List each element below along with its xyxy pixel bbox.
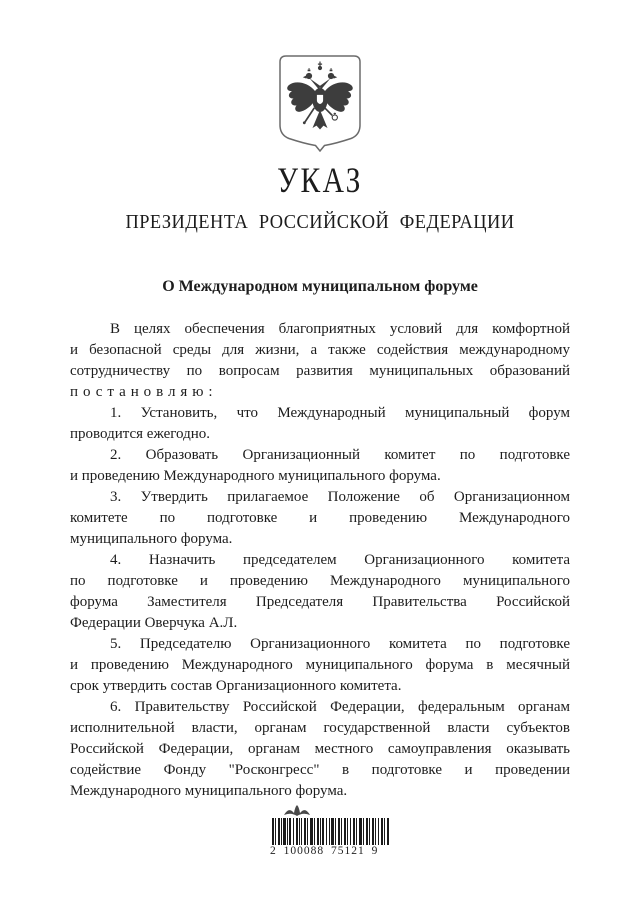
decree-paragraph-item-5 bbox=[70, 634, 570, 697]
decree-paragraph-item-3 bbox=[70, 487, 570, 550]
decree-subject: О Международном муниципальном форуме bbox=[162, 278, 478, 295]
decree-line: исполнительной власти, органам государственной власти субъектов bbox=[70, 720, 570, 736]
decree-title: УКАЗ bbox=[277, 160, 363, 200]
decree-line: Российской Федерации, органам местного самоуправления оказывать bbox=[70, 741, 570, 757]
decree-body bbox=[70, 319, 570, 802]
decree-line: срок утвердить состав Организационного комитета. bbox=[70, 678, 402, 694]
decree-line: 4. Назначить председателем Организационного комитета bbox=[110, 552, 570, 568]
decree-paragraph-preamble bbox=[70, 319, 570, 403]
decree-line: комитете по подготовке и проведению Международного bbox=[70, 510, 570, 526]
decree-line: и безопасной среды для жизни, а также содействия международному bbox=[70, 342, 570, 358]
decree-line: и проведению Международного муниципального форума. bbox=[70, 468, 441, 484]
eagle-mark-icon bbox=[283, 804, 311, 817]
decree-line: Федерации Оверчука А.Л. bbox=[70, 615, 238, 631]
decree-line: 6. Правительству Российской Федерации, федеральным органам bbox=[110, 699, 570, 715]
decree-line: форума Заместителя Председателя Правительства Российской bbox=[70, 594, 570, 610]
decree-paragraph-item-2 bbox=[70, 445, 570, 487]
decree-line: 3. Утвердить прилагаемое Положение об Организационном bbox=[110, 489, 570, 505]
barcode-digits: 2 100088 75121 9 bbox=[270, 845, 379, 857]
decree-line: 1. Установить, что Международный муниципальный форум bbox=[110, 405, 570, 421]
decree-line: муниципального форума. bbox=[70, 531, 233, 547]
decree-line: содействие Фонду "Росконгресс" в подготовке и проведении bbox=[70, 762, 570, 778]
russian-coat-of-arms-icon bbox=[279, 55, 361, 152]
decree-paragraph-item-1 bbox=[70, 403, 570, 445]
decree-paragraph-item-4 bbox=[70, 550, 570, 634]
decree-line: 5. Председателю Организационного комитета по подготовке bbox=[110, 636, 570, 652]
decree-line: и проведению Международного муниципального форума в месячный bbox=[70, 657, 570, 673]
decree-paragraph-item-6 bbox=[70, 697, 570, 802]
decree-line: проводится ежегодно. bbox=[70, 426, 211, 442]
decree-resolve-word: постановляю: bbox=[70, 384, 218, 400]
decree-line: В целях обеспечения благоприятных условий для комфортной bbox=[110, 321, 570, 337]
decree-line: по подготовке и проведению Международного муниципального bbox=[70, 573, 570, 589]
decree-line: сотрудничеству по вопросам развития муниципальных образований bbox=[70, 363, 570, 379]
decree-line: 2. Образовать Организационный комитет по подготовке bbox=[110, 447, 570, 463]
decree-line: Международного муниципального форума. bbox=[70, 783, 348, 799]
barcode bbox=[272, 818, 390, 845]
decree-subtitle: ПРЕЗИДЕНТА РОССИЙСКОЙ ФЕДЕРАЦИИ bbox=[125, 211, 515, 233]
